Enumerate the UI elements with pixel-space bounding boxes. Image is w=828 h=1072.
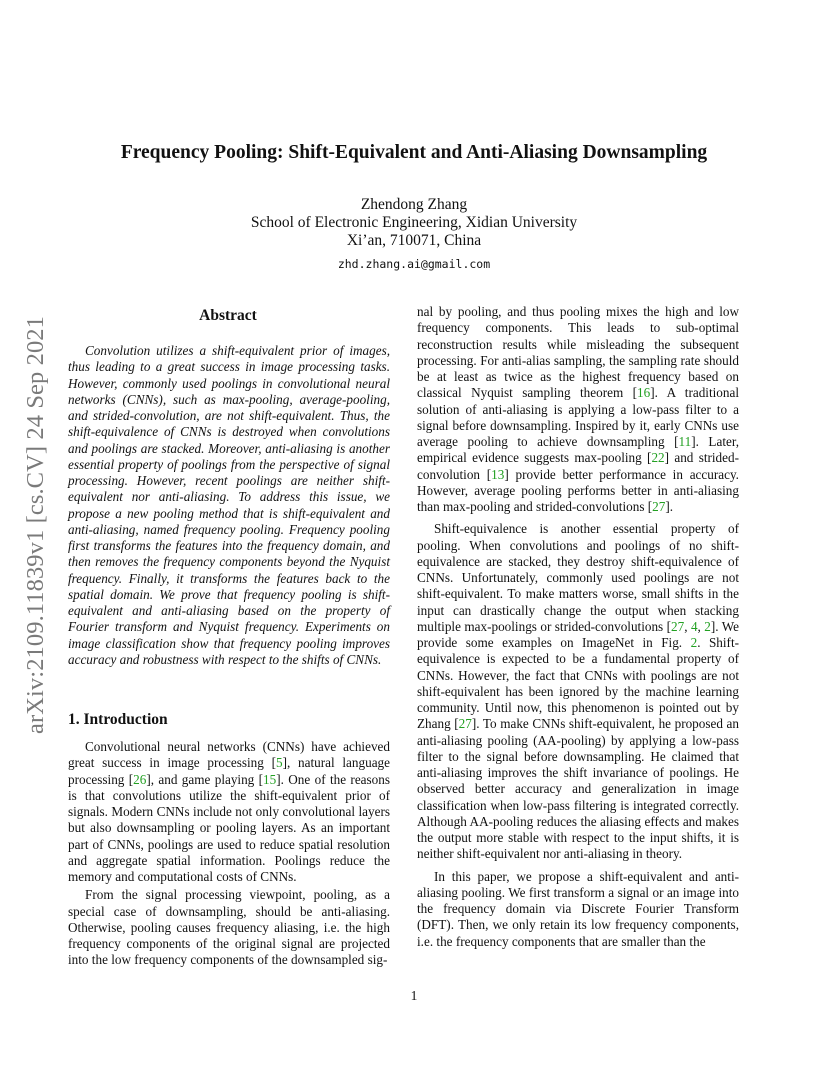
text-run: ], and game playing [ — [146, 771, 264, 787]
text-run: ] provide better performance in accuracy. However, average pooling performs better in anti-aliasing than max-pooling and strided-convolutions [ — [417, 466, 739, 514]
page-number: 1 — [410, 988, 418, 1003]
right-paragraph-1 — [417, 304, 739, 515]
text-run: ]. We provide some examples on ImageNet in Fig. — [417, 618, 739, 650]
author-email[interactable]: zhd.zhang.ai@gmail.com — [337, 257, 491, 271]
right-paragraph-2 — [417, 521, 739, 862]
text-run: nal by pooling, and thus pooling mixes the high and low frequency components. This leads to sub-optimal reconstruction results while misleading the subsequent processing. For anti-alias sampling, the sampling rate should be at least as twice as the highest frequency based on classical Nyquist sampling theorem [ — [417, 304, 739, 401]
arxiv-id: arXiv:2109.11839v1 [cs.CV] 24 Sep 2021 — [22, 316, 49, 734]
introduction-body — [68, 739, 390, 969]
arxiv-stamp — [18, 290, 54, 760]
citation-link[interactable]: 13 — [491, 466, 505, 482]
author-name: Zhendong Zhang — [360, 196, 468, 213]
text-run: ]. One of the reasons is that convolutions utilize the shift-equivalent prior of signals. Modern CNNs include not only convolutional layers but also downsampling or pooling layers. As an important part of CNNs, poolings are used to reduce spatial resolution and aggregate spatial information. Poolings reduce the memory and computational costs of CNNs. — [68, 771, 390, 884]
text-run: . Shift-equivalence is expected to be a fundamental property of CNNs. However, the fact that CNNs with poolings are not shift-equivalent has been ignored by the machine learning community. Until now, this phenomenon is pointed out by Zhang [ — [417, 635, 739, 732]
citation-link[interactable]: 22 — [651, 450, 665, 466]
author-affiliation: School of Electronic Engineering, Xidian University — [250, 214, 578, 231]
section-heading-introduction: 1. Introduction — [68, 711, 168, 728]
figure-link[interactable]: 2 — [690, 635, 698, 650]
text-run: , — [697, 618, 705, 634]
abstract-body — [68, 343, 390, 668]
paper-title: Frequency Pooling: Shift-Equivalent and Anti-Aliasing Downsampling — [120, 142, 708, 163]
text-run: ]. — [665, 499, 674, 514]
citation-link[interactable]: 27 — [671, 618, 685, 634]
text-run: ]. Later, empirical evidence suggests max-pooling [ — [417, 434, 740, 466]
text-run: , — [684, 618, 691, 634]
citation-link[interactable]: 16 — [637, 385, 651, 401]
intro-paragraph-1 — [68, 739, 390, 885]
abstract-heading: Abstract — [199, 307, 257, 324]
citation-link[interactable]: 27 — [458, 716, 472, 732]
text-run: Convolutional neural networks (CNNs) have achieved great success in image processing [ — [68, 739, 390, 771]
citation-link[interactable]: 15 — [263, 771, 277, 787]
text-run: ], natural language processing [ — [68, 755, 390, 787]
text-run: Shift-equivalence is another essential property of pooling. When convolutions and poolings of no shift-equivalence are stacked, they destroy shift-equivalence of CNNs. Unfortunately, commonly used poolings are not shift-equivalent. To make matters worse, small shifts in the input can drastically change the output when stacking multiple max-poolings or strided-convolutions [ — [417, 521, 739, 634]
citation-link[interactable]: 5 — [275, 755, 283, 771]
right-paragraph-3: In this paper, we propose a shift-equivalent and anti-aliasing pooling. We first transform a signal or an image into the frequency domain via Discrete Fourier Transform (DFT). Then, we only retain its low frequency components, i.e. the frequency components that are smaller than the — [417, 868, 739, 949]
author-address: Xi’an, 710071, China — [346, 232, 482, 249]
citation-link[interactable]: 26 — [133, 771, 147, 787]
text-run: ]. To make CNNs shift-equivalent, he proposed an anti-aliasing pooling (AA-pooling) by applying a low-pass filter to the signal before downsampling. He claimed that anti-aliasing improves the shift invariance of poolings. He observed better accuracy and generalization in image classification when low-pass filtering is integrated correctly. Although AA-pooling reduces the aliasing effects and makes the output more stable with respect to the input shifts, it is neither shift-equivalent nor anti-aliasing in theory. — [417, 716, 739, 862]
citation-link[interactable]: 4 — [690, 618, 698, 634]
right-column-body — [417, 304, 739, 950]
citation-link[interactable]: 11 — [678, 434, 692, 449]
citation-link[interactable]: 27 — [652, 499, 666, 514]
text-run: ]. A traditional solution of anti-aliasing is applying a low-pass filter to a signal before downsampling. Inspired by it, early CNNs use average pooling to achieve downsampling [ — [417, 385, 739, 449]
intro-paragraph-2: From the signal processing viewpoint, pooling, as a special case of downsampling, should be anti-aliasing. Otherwise, pooling causes frequency aliasing, i.e. the high frequency components of the original signal are projected into the low frequency components of the downsampled sig- — [68, 887, 390, 968]
abstract-text: Convolution utilizes a shift-equivalent prior of images, thus leading to a great success in image processing tasks. However, commonly used poolings in convolutional neural networks (CNNs), such as max-pooling, average-pooling, and strided-convolution, are not shift-equivalent. Thus, the shift-equivalence of CNNs is destroyed when convolutions and poolings are stacked. Moreover, anti-aliasing is another essential property of poolings from the perspective of signal processing. However, recent poolings are neither shift-equivalent nor anti-aliasing. To address this issue, we propose a new pooling method that is shift-equivalent and anti-aliasing, named frequency pooling. Frequency pooling first transforms the features into the frequency domain, and then removes the frequency components beyond the Nyquist frequency. Finally, it transforms the features back to the spatial domain. We prove that frequency pooling is shift-equivalent and anti-aliasing based on the property of Fourier transform and Nyquist frequency. Experiments on image classification show that frequency pooling improves accuracy and robustness with respect to the shifts of CNNs. — [68, 343, 390, 667]
citation-link[interactable]: 2 — [704, 618, 711, 634]
text-run: ] and strided-convolution [ — [417, 450, 739, 482]
